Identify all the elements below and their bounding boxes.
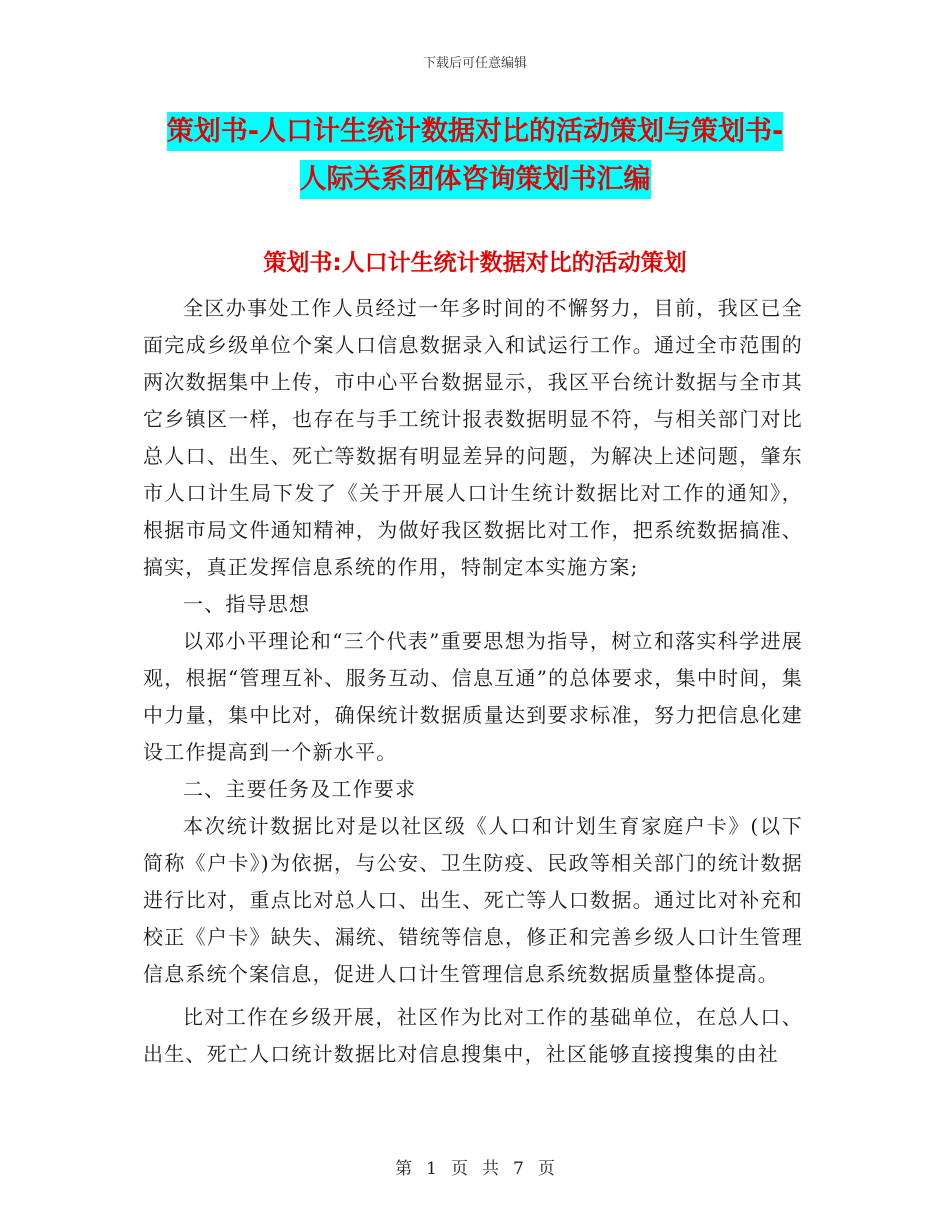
document-body: [143, 290, 803, 1073]
footer-suffix: 页: [537, 1159, 555, 1179]
footer-total-word: 共: [482, 1159, 499, 1179]
document-title-line-2: 人际关系团体咨询策划书汇编: [300, 160, 651, 199]
paragraph-intro: 全区办事处工作人员经过一年多时间的不懈努力，目前，我区已全面完成乡级单位个案人口信息数据录入和试运行工作。通过全市范围的两次数据集中上传，市中心平台数据显示，我区平台统计数据与全市其它乡镇区一样，也存在与手工统计报表数据明显不符，与相关部门对比总人口、出生、死亡等数据有明显差异的问题，为解决上述问题，肇东市人口计生局下发了《关于开展人口计生统计数据比对工作的通知》，根据市局文件通知精神，为做好我区数据比对工作，把系统数据搞准、搞实，真正发挥信息系统的作用，特制定本实施方案;: [143, 296, 803, 579]
section-title: 策划书:人口计生统计数据对比的活动策划: [263, 250, 687, 276]
footer-page-word: 页: [451, 1159, 468, 1179]
page-footer: [0, 1154, 950, 1179]
paragraph-guiding-thought: 以邓小平理论和“三个代表”重要思想为指导，树立和落实科学进展观，根据“管理互补、服务互动、信息互通”的总体要求，集中时间，集中力量，集中比对，确保统计数据质量达到要求标准，努力把信息化建设工作提高到一个新水平。: [143, 629, 803, 764]
heading-guiding-thought: 一、指导思想: [183, 592, 311, 616]
current-page-number: 1: [426, 1159, 437, 1179]
header-note: 下载后可任意编辑: [422, 56, 527, 71]
paragraph-comparison-work: 比对工作在乡级开展，社区作为比对工作的基础单位，在总人口、出生、死亡人口统计数据比对信息搜集中，社区能够直接搜集的由社: [143, 1005, 803, 1066]
paragraph-main-tasks: 本次统计数据比对是以社区级《人口和计划生育家庭户卡》(以下简称《户卡》)为依据，与公安、卫生防疫、民政等相关部门的统计数据进行比对，重点比对总人口、出生、死亡等人口数据。通过比对补充和校正《户卡》缺失、漏统、错统等信息，修正和完善乡级人口计生管理信息系统个案信息，促进人口计生管理信息系统数据质量整体提高。: [143, 814, 803, 986]
footer-prefix: 第: [395, 1159, 413, 1179]
document-title-line-1: 策划书-人口计生统计数据对比的活动策划与策划书-: [167, 112, 783, 151]
heading-main-tasks: 二、主要任务及工作要求: [183, 777, 417, 801]
total-page-count: 7: [513, 1159, 524, 1179]
document-title: [0, 108, 950, 204]
